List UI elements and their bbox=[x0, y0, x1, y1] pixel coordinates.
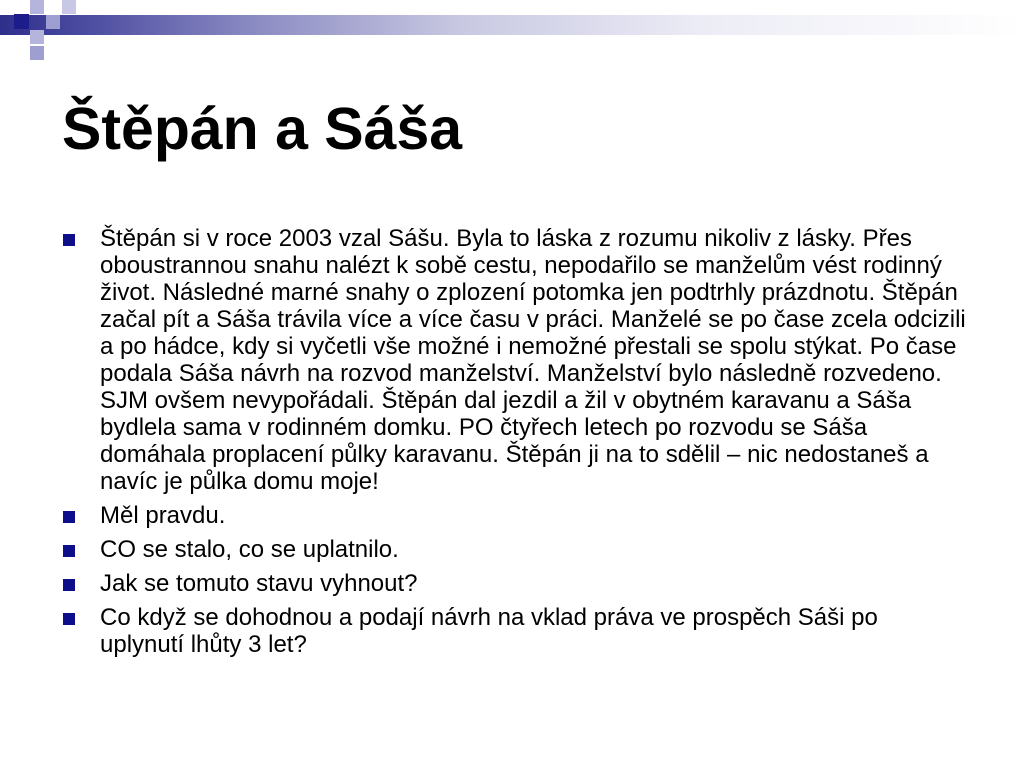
bullet-text: Jak se tomuto stavu vyhnout? bbox=[100, 570, 418, 597]
bullet-item bbox=[62, 225, 967, 495]
bullet-text: CO se stalo, co se uplatnilo. bbox=[100, 536, 399, 563]
bullet-item bbox=[62, 604, 967, 658]
decorative-square-dark bbox=[14, 14, 29, 29]
bullet-text: Měl pravdu. bbox=[100, 502, 226, 529]
bullet-text: Co když se dohodnou a podají návrh na vklad práva ve prospěch Sáši po uplynutí lhůty 3 let? bbox=[100, 604, 878, 658]
decorative-square-light bbox=[62, 0, 76, 14]
decorative-square-light bbox=[30, 30, 44, 44]
square-bullet-icon bbox=[63, 545, 75, 557]
decorative-square-light bbox=[46, 15, 60, 29]
header-gradient-band bbox=[0, 15, 1024, 35]
bullet-text: Štěpán si v roce 2003 vzal Sášu. Byla to láska z rozumu nikoliv z lásky. Přes oboustrannou snahu nalézt k sobě cestu, nepodařilo se manželům vést rodinný život. Následné marné snahy o zplození potomka jen podtrhly prázdnotu. Štěpán začal pít a Sáša trávila více a více času v práci. Manželé se po čase zcela odcizili a po hádce, kdy si vyčetli vše možné i nemožné přestali se spolu stýkat. Po čase podala Sáša návrh na rozvod manželství. Manželství bylo následně rozvedeno. SJM ovšem nevypořádali. Štěpán dal jezdil a žil v obytném karavanu a Sáša bydlela sama v rodinném domku. PO čtyřech letech po rozvodu se Sáša domáhala proplacení půlky karavanu. Štěpán ji na to sdělil – nic nedostaneš a navíc je půlka domu moje! bbox=[100, 225, 966, 495]
bullet-item bbox=[62, 502, 967, 529]
slide-title: Štěpán a Sáša bbox=[62, 96, 463, 162]
bullet-list bbox=[62, 225, 967, 665]
bullet-item bbox=[62, 536, 967, 563]
bullet-item bbox=[62, 570, 967, 597]
decorative-square-light bbox=[30, 46, 44, 60]
square-bullet-icon bbox=[63, 511, 75, 523]
square-bullet-icon bbox=[63, 613, 75, 625]
square-bullet-icon bbox=[63, 234, 75, 246]
decorative-square-light bbox=[30, 0, 44, 14]
square-bullet-icon bbox=[63, 579, 75, 591]
